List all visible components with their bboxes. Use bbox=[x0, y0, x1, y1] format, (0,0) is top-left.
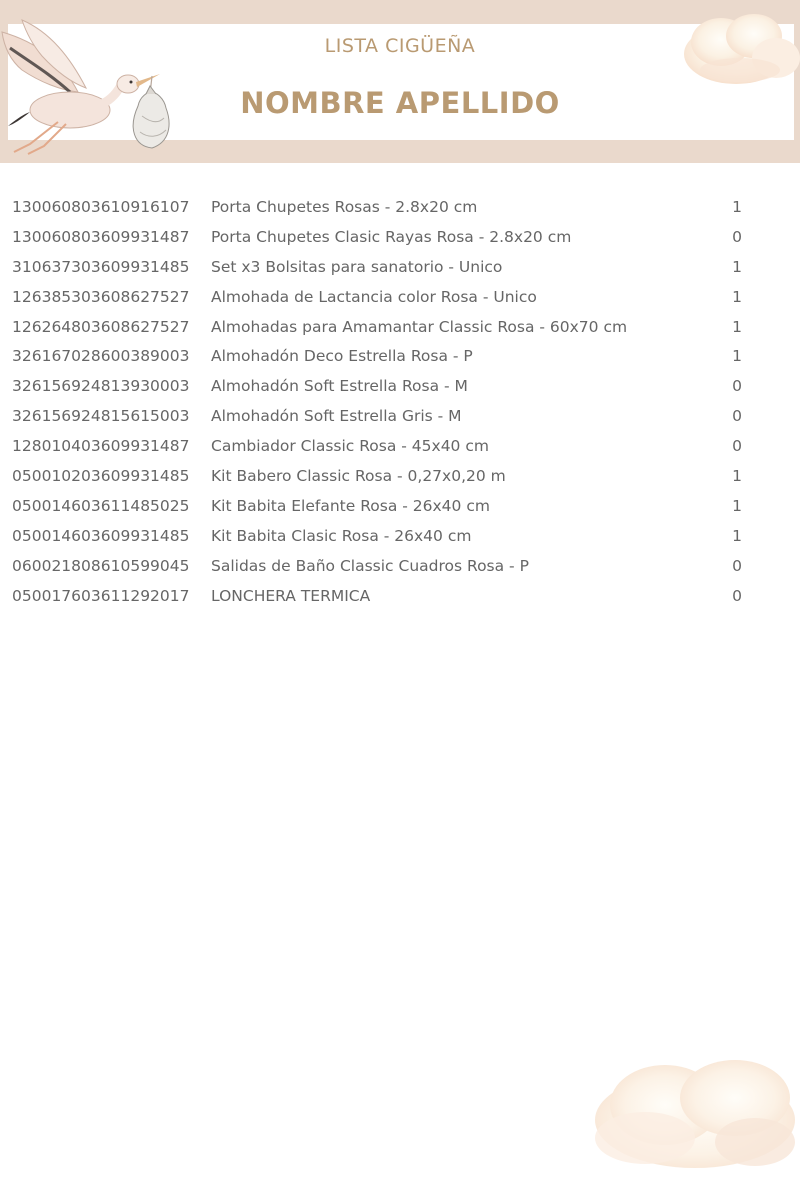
item-quantity: 0 bbox=[732, 377, 742, 396]
item-quantity: 0 bbox=[732, 407, 742, 426]
page-title: NOMBRE APELLIDO bbox=[240, 86, 560, 120]
item-quantity: 1 bbox=[732, 496, 742, 515]
list-item bbox=[0, 462, 800, 492]
item-quantity: 1 bbox=[732, 467, 742, 486]
list-subtitle: LISTA CIGÜEÑA bbox=[324, 35, 476, 57]
item-description: Set x3 Bolsitas para sanatorio - Unico bbox=[211, 257, 503, 276]
list-item bbox=[0, 193, 800, 223]
item-code: 326156924813930003 bbox=[12, 377, 190, 396]
item-code: 060021808610599045 bbox=[12, 556, 190, 575]
item-code: 130060803609931487 bbox=[12, 227, 190, 246]
item-code: 126385303608627527 bbox=[12, 287, 190, 306]
item-quantity: 1 bbox=[732, 257, 742, 276]
list-item bbox=[0, 342, 800, 372]
list-item bbox=[0, 402, 800, 432]
item-description: Almohadón Soft Estrella Rosa - M bbox=[211, 377, 468, 396]
item-quantity: 1 bbox=[732, 347, 742, 366]
item-code: 310637303609931485 bbox=[12, 257, 190, 276]
item-code: 126264803608627527 bbox=[12, 317, 190, 336]
item-quantity: 0 bbox=[732, 227, 742, 246]
list-item bbox=[0, 372, 800, 402]
list-item bbox=[0, 283, 800, 313]
item-description: Salidas de Baño Classic Cuadros Rosa - P bbox=[211, 556, 529, 575]
item-quantity: 1 bbox=[732, 287, 742, 306]
item-quantity: 1 bbox=[732, 526, 742, 545]
item-code: 050017603611292017 bbox=[12, 586, 190, 605]
item-description: Porta Chupetes Clasic Rayas Rosa - 2.8x20 cm bbox=[211, 227, 572, 246]
item-code: 050014603609931485 bbox=[12, 526, 190, 545]
list-item bbox=[0, 522, 800, 552]
item-description: Almohadón Soft Estrella Gris - M bbox=[211, 407, 462, 426]
list-item bbox=[0, 253, 800, 283]
item-description: Almohada de Lactancia color Rosa - Unico bbox=[211, 287, 537, 306]
item-description: Kit Babita Elefante Rosa - 26x40 cm bbox=[211, 496, 490, 515]
gift-list bbox=[0, 193, 800, 611]
list-item bbox=[0, 223, 800, 253]
item-quantity: 1 bbox=[732, 317, 742, 336]
list-item bbox=[0, 313, 800, 343]
item-code: 326156924815615003 bbox=[12, 407, 190, 426]
item-description: Almohadas para Amamantar Classic Rosa - 60x70 cm bbox=[211, 317, 628, 336]
item-quantity: 0 bbox=[732, 586, 742, 605]
item-code: 050014603611485025 bbox=[12, 496, 190, 515]
list-item bbox=[0, 582, 800, 612]
item-description: LONCHERA TERMICA bbox=[211, 586, 371, 605]
list-item bbox=[0, 492, 800, 522]
list-item bbox=[0, 432, 800, 462]
item-description: Cambiador Classic Rosa - 45x40 cm bbox=[211, 437, 489, 456]
cloud-icon bbox=[585, 1050, 800, 1175]
item-description: Kit Babero Classic Rosa - 0,27x0,20 m bbox=[211, 467, 506, 486]
item-code: 130060803610916107 bbox=[12, 198, 190, 216]
item-code: 050010203609931485 bbox=[12, 467, 190, 486]
item-quantity: 0 bbox=[732, 437, 742, 456]
item-description: Kit Babita Clasic Rosa - 26x40 cm bbox=[211, 526, 472, 545]
item-quantity: 1 bbox=[732, 198, 742, 216]
item-code: 326167028600389003 bbox=[12, 347, 190, 366]
item-code: 128010403609931487 bbox=[12, 437, 190, 456]
item-description: Almohadón Deco Estrella Rosa - P bbox=[211, 347, 473, 366]
item-quantity: 0 bbox=[732, 556, 742, 575]
item-description: Porta Chupetes Rosas - 2.8x20 cm bbox=[211, 198, 478, 216]
list-item bbox=[0, 552, 800, 582]
stork-icon bbox=[0, 12, 185, 157]
